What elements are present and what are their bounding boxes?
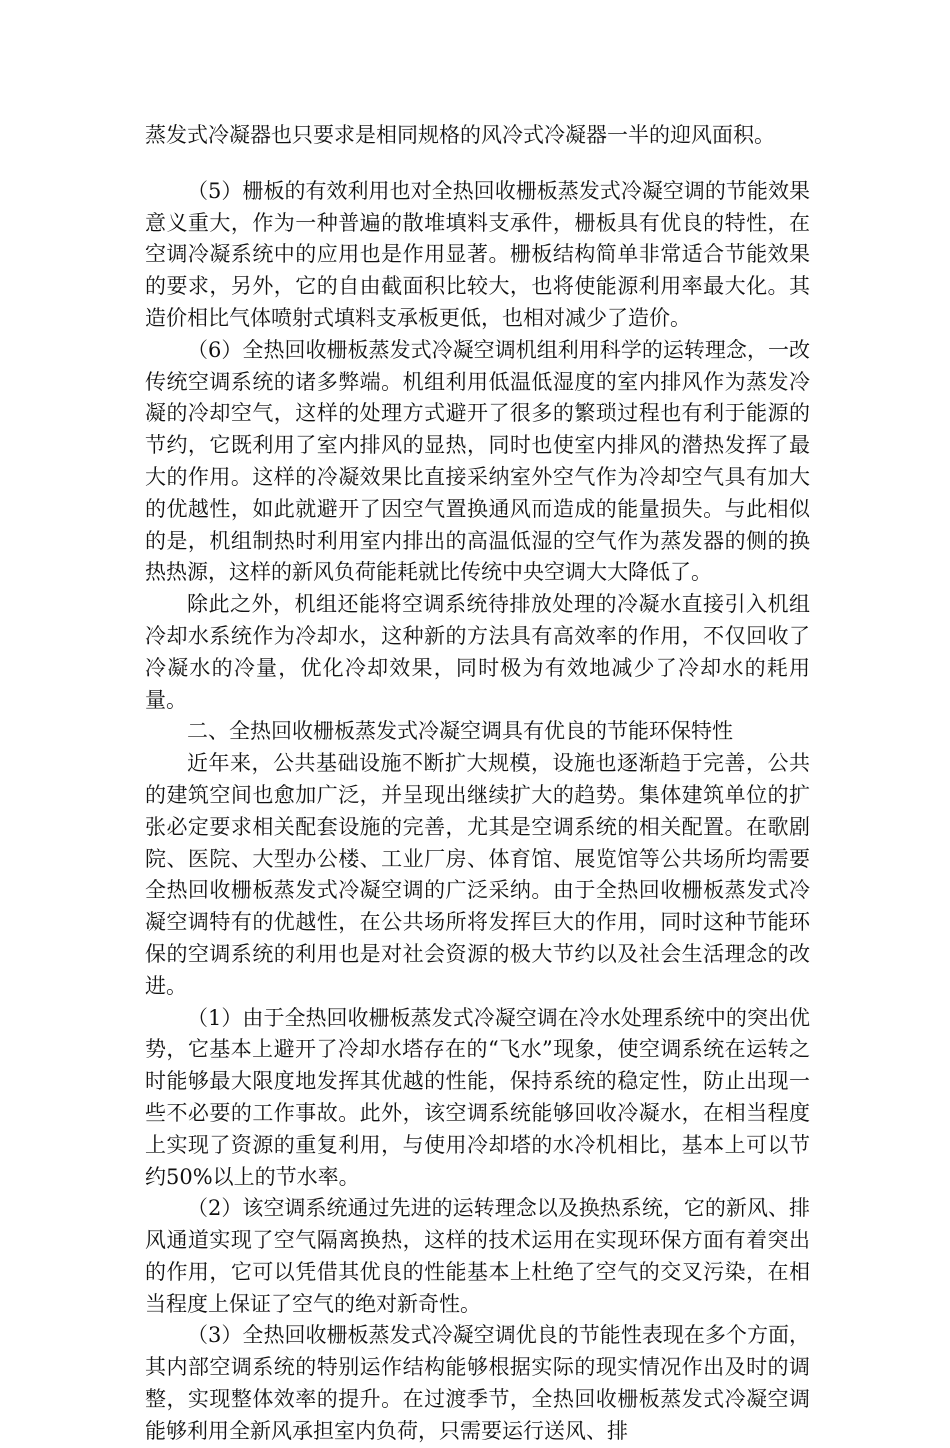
- paragraph-continuation: 蒸发式冷凝器也只要求是相同规格的风冷式冷凝器一半的迎风面积。: [145, 123, 775, 147]
- paragraph-item-5: （5）栅板的有效利用也对全热回收栅板蒸发式冷凝空调的节能效果意义重大，作为一种普遍的散堆填料支承件，栅板具有优良的特性，在空调冷凝系统中的应用也是作用显著。栅板结构简单非常适合节能效果的要求，另外，它的自由截面积比较大，也将使能源利用率最大化。其造价相比气体喷射式填料支承板更低，也相对减少了造价。: [145, 178, 810, 330]
- section-heading: 二、全热回收栅板蒸发式冷凝空调具有优良的节能环保特性: [187, 719, 733, 744]
- paragraph-intro: 近年来，公共基础设施不断扩大规模，设施也逐渐趋于完善，公共的建筑空间也愈加广泛，并呈现出继续扩大的趋势。集体建筑单位的扩张必定要求相关配套设施的完善，尤其是空调系统的相关配置。在歌剧院、医院、大型办公楼、工业厂房、体育馆、展览馆等公共场所均需要全热回收栅板蒸发式冷凝空调的广泛采纳。由于全热回收栅板蒸发式冷凝空调特有的优越性，在公共场所将发挥巨大的作用，同时这种节能环保的空调系统的利用也是对社会资源的极大节约以及社会生活理念的改进。: [145, 751, 810, 998]
- paragraph-additional: 除此之外，机组还能将空调系统待排放处理的冷凝水直接引入机组冷却水系统作为冷却水，这种新的方法具有高效率的作用，不仅回收了冷凝水的冷量，优化冷却效果，同时极为有效地减少了冷却水的耗用量。: [145, 592, 810, 712]
- document-body: [145, 120, 810, 1448]
- paragraph-point-1: （1）由于全热回收栅板蒸发式冷凝空调在冷水处理系统中的突出优势，它基本上避开了冷却水塔存在的“飞水”现象，使空调系统在运转之时能够最大限度地发挥其优越的性能，保持系统的稳定性，防止出现一些不必要的工作事故。此外，该空调系统能够回收冷凝水，在相当程度上实现了资源的重复利用，与使用冷却塔的水冷机相比，基本上可以节约50%以上的节水率。: [145, 1005, 810, 1189]
- paragraph-point-3: （3）全热回收栅板蒸发式冷凝空调优良的节能性表现在多个方面，其内部空调系统的特别运作结构能够根据实际的现实情况作出及时的调整，实现整体效率的提升。在过渡季节，全热回收栅板蒸发式冷凝空调能够利用全新风承担室内负荷，只需要运行送风、排: [145, 1323, 810, 1443]
- paragraph-gap: [145, 152, 810, 176]
- paragraph-point-2: （2）该空调系统通过先进的运转理念以及换热系统，它的新风、排风通道实现了空气隔离换热，这样的技术运用在实现环保方面有着突出的作用，它可以凭借其优良的性能基本上杜绝了空气的交叉污染，在相当程度上保证了空气的绝对新奇性。: [145, 1196, 810, 1316]
- paragraph-item-6: （6）全热回收栅板蒸发式冷凝空调机组利用科学的运转理念，一改传统空调系统的诸多弊端。机组利用低温低湿度的室内排风作为蒸发冷凝的冷却空气，这样的处理方式避开了很多的繁琐过程也有利于能源的节约，它既利用了室内排风的显热，同时也使室内排风的潜热发挥了最大的作用。这样的冷凝效果比直接采纳室外空气作为冷却空气具有加大的优越性，如此就避开了因空气置换通风而造成的能量损失。与此相似的是，机组制热时利用室内排出的高温低湿的空气作为蒸发器的侧的换热热源，这样的新风负荷能耗就比传统中央空调大大降低了。: [145, 337, 810, 585]
